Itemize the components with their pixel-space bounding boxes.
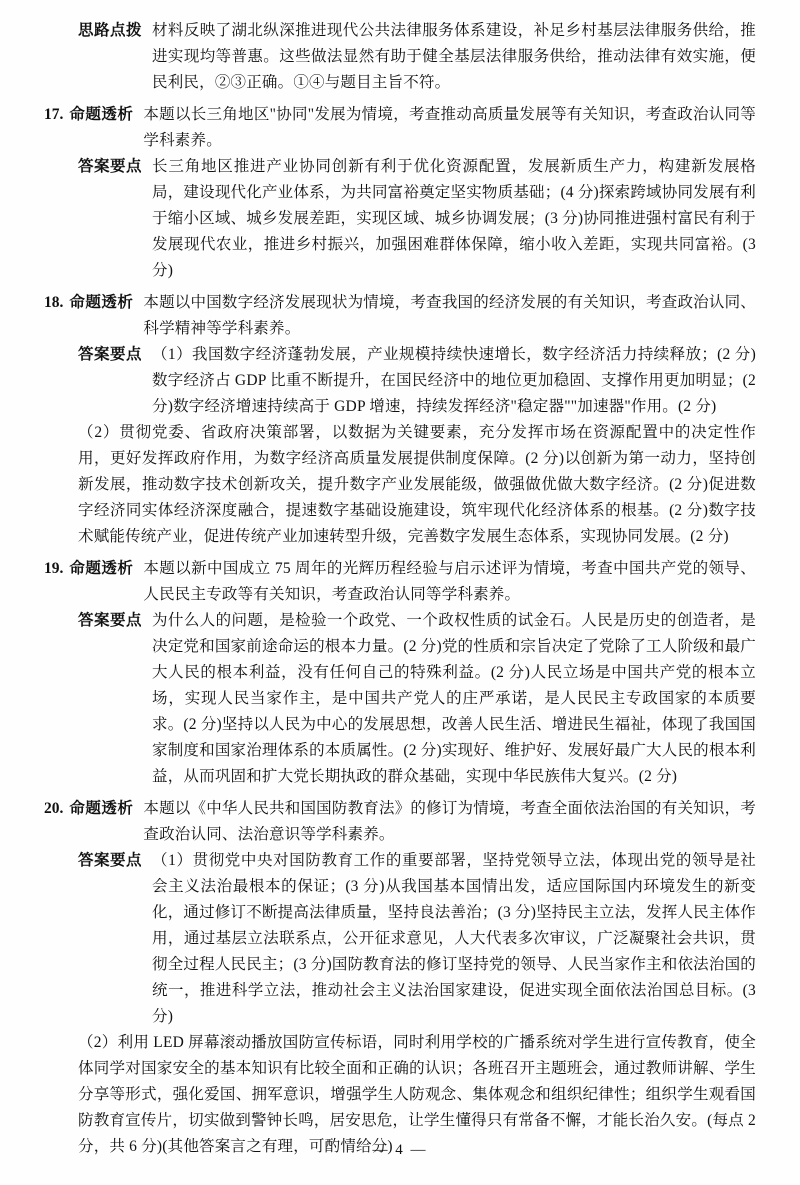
q19-answer <box>78 608 756 790</box>
q18-answer-text-1: （1）我国数字经济蓬勃发展，产业规模持续快速增长，数字经济活力持续释放；(2 分)数字经济占 GDP 比重不断提升，在国民经济中的地位更加稳固、支撑作用更加明显；(2 分)数字经济增速持续高于 GDP 增速，持续发挥经济"稳定器""加速器"作用。(2 分) <box>152 346 756 415</box>
q18-answer-1 <box>78 342 756 420</box>
q18-number: 18. <box>44 294 64 311</box>
q18-label: 命题透析 <box>69 294 134 311</box>
q17-answer-label: 答案要点 <box>78 158 143 175</box>
q17-header <box>44 102 756 154</box>
q18-answer-text-2: （2）贯彻党委、省政府决策部署，以数据为关键要素，充分发挥市场在资源配置中的决定性作用，更好发挥政府作用，为数字经济高质量发展提供制度保障。(2 分)以创新为第一动力，坚持创新发展，推动数字技术创新攻关，提升数字产业发展能级，做强做优做大数字经济。(2 分)促进数字经济同实体经济深度融合，提速数字基础设施建设，筑牢现代化经济体系的根基。(2 分)数字技术赋能传统产业，促进传统产业加速转型升级，完善数字发展生态体系，实现协同发展。(2 分) <box>78 424 756 545</box>
q20-answer-text-2: （2）利用 LED 屏幕滚动播放国防宣传标语，同时利用学校的广播系统对学生进行宣传教育，使全体同学对国家安全的基本知识有比较全面和正确的认识；各班召开主题班会，通过教师讲解、学生分享等形式，强化爱国、拥军意识，增强学生人防观念、集体观念和组织纪律性；组织学生观看国防教育宣传片，切实做到警钟长鸣，居安思危，让学生懂得只有常备不懈，才能长治久安。(每点 2 分，共 6 分)(其他答案言之有理，可酌情给分) <box>78 1034 756 1155</box>
q17-label: 命题透析 <box>69 106 134 123</box>
section-siluzhidian <box>44 18 756 96</box>
q20-answer-label: 答案要点 <box>78 852 143 869</box>
question-18 <box>44 290 756 550</box>
q19-number: 19. <box>44 560 64 577</box>
q18-lead: 本题以中国数字经济发展现状为情境，考查我国的经济发展的有关知识，考查政治认同、科学精神等学科素养。 <box>143 294 756 337</box>
siluzhidian-text: 材料反映了湖北纵深推进现代公共法律服务体系建设，补足乡村基层法律服务供给，推进实现均等普惠。这些做法显然有助于健全基层法律服务供给，推动法律有效实施，便民利民，②③正确。①④与题目主旨不符。 <box>152 22 756 91</box>
q19-answer-label: 答案要点 <box>78 612 143 629</box>
q20-answer-text-1: （1）贯彻党中央对国防教育工作的重要部署，坚持党领导立法，体现出党的领导是社会主义法治最根本的保证；(3 分)从我国基本国情出发，适应国际国内环境发生的新变化，通过修订不断提高法律质量，坚持良法善治；(3 分)坚持民主立法，发挥人民主体作用，通过基层立法联系点，公开征求意见，人大代表多次审议，广泛凝聚社会共识，贯彻全过程人民民主；(3 分)国防教育法的修订坚持党的领导、人民当家作主和依法治国的统一，推进科学立法，推动社会主义法治国家建设，促进实现全面依法治国总目标。(3 分) <box>152 852 756 1025</box>
q17-answer-text: 长三角地区推进产业协同创新有利于优化资源配置，发展新质生产力，构建新发展格局，建设现代化产业体系，为共同富裕奠定坚实物质基础；(4 分)探索跨域协同发展有利于缩小区域、城乡发展差距，实现区域、城乡协调发展；(3 分)协同推进强村富民有利于发展现代农业，推进乡村振兴，加强困难群体保障，缩小收入差距，实现共同富裕。(3 分) <box>152 158 756 279</box>
q20-header <box>44 796 756 848</box>
q17-number: 17. <box>44 106 64 123</box>
q18-header <box>44 290 756 342</box>
question-20 <box>44 796 756 1160</box>
q20-label: 命题透析 <box>69 800 134 817</box>
q19-lead: 本题以新中国成立 75 周年的光辉历程经验与启示述评为情境，考查中国共产党的领导、人民民主专政等有关知识，考查政治认同等学科素养。 <box>143 560 756 603</box>
page-number: — 4 — <box>372 1142 428 1158</box>
q19-answer-text: 为什么人的问题，是检验一个政党、一个政权性质的试金石。人民是历史的创造者，是决定党和国家前途命运的根本力量。(2 分)党的性质和宗旨决定了党除了工人阶级和最广大人民的根本利益，没有任何自己的特殊利益。(2 分)人民立场是中国共产党的根本立场，实现人民当家作主，是中国共产党人的庄严承诺，是人民民主专政国家的本质要求。(2 分)坚持以人民为中心的发展思想，改善人民生活、增进民生福祉，体现了我国国家制度和国家治理体系的本质属性。(2 分)实现好、维护好、发展好最广大人民的根本利益，从而巩固和扩大党长期执政的群众基础，实现中华民族伟大复兴。(2 分) <box>152 612 756 785</box>
q20-answer-1 <box>78 848 756 1030</box>
page-footer <box>0 1142 800 1159</box>
question-19 <box>44 556 756 790</box>
q19-header <box>44 556 756 608</box>
q20-number: 20. <box>44 800 64 817</box>
question-17 <box>44 102 756 284</box>
q19-label: 命题透析 <box>69 560 134 577</box>
siluzhidian-first-line <box>44 18 756 96</box>
q17-lead: 本题以长三角地区"协同"发展为情境，考查推动高质量发展等有关知识，考查政治认同等学科素养。 <box>143 106 756 149</box>
siluzhidian-label: 思路点拨 <box>78 22 143 39</box>
q17-answer <box>78 154 756 284</box>
q18-answer-label: 答案要点 <box>78 346 143 363</box>
q20-lead: 本题以《中华人民共和国国防教育法》的修订为情境，考查全面依法治国的有关知识，考查政治认同、法治意识等学科素养。 <box>143 800 756 843</box>
